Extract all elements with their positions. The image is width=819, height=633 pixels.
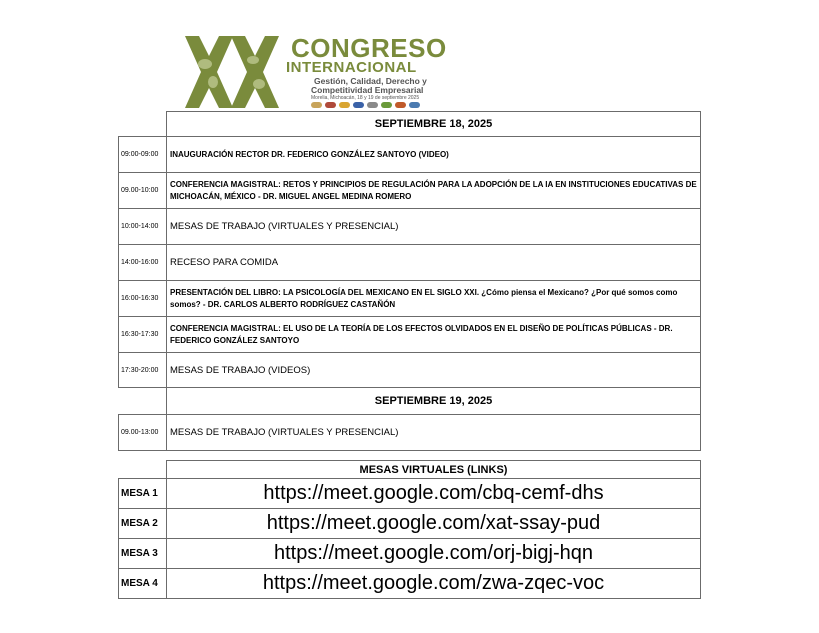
time-cell: 16:30-17:30 [119, 317, 167, 353]
table-row [119, 353, 701, 388]
day1-title: SEPTIEMBRE 18, 2025 [167, 112, 701, 137]
logo-place-dates: Morelia, Michoacán, 18 y 19 de septiembre 2025 [311, 95, 420, 101]
mesa-label: MESA 1 [119, 479, 167, 509]
xx-numeral-logo-icon [183, 34, 281, 110]
time-cell: 10:00-14:00 [119, 209, 167, 245]
time-cell: 17:30-20:00 [119, 353, 167, 388]
table-row [119, 415, 701, 451]
time-cell: 09.00-10:00 [119, 173, 167, 209]
time-cell: 14:00-16:00 [119, 245, 167, 281]
mesa-label: MESA 2 [119, 509, 167, 539]
table-row [119, 281, 701, 317]
table-row [119, 209, 701, 245]
table-row [119, 317, 701, 353]
time-cell: 09.00-13:00 [119, 415, 167, 451]
day1-header-row [119, 112, 701, 137]
sponsor-logo-icon [311, 102, 322, 108]
activity-cell: CONFERENCIA MAGISTRAL: RETOS Y PRINCIPIOS DE REGULACIÓN PARA LA ADOPCIÓN DE LA IA EN INSTITUCIONES EDUCATIVAS DE MICHOACÁN, MÉXICO - DR. MIGUEL ANGEL MEDINA ROMERO [167, 173, 701, 209]
day2-header-row [119, 388, 701, 415]
mesa-label: MESA 4 [119, 569, 167, 599]
sponsor-logo-icon [381, 102, 392, 108]
activity-cell: CONFERENCIA MAGISTRAL: EL USO DE LA TEORÍA DE LOS EFECTOS OLVIDADOS EN EL DISEÑO DE POLÍTICAS PÚBLICAS - DR. FEDERICO GONZÁLEZ SANTOYO [167, 317, 701, 353]
meet-link-mesa-3[interactable]: https://meet.google.com/orj-bigj-hqn [167, 539, 701, 569]
logo-title-internacional: INTERNACIONAL [286, 59, 417, 76]
meet-link-mesa-4[interactable]: https://meet.google.com/zwa-zqec-voc [167, 569, 701, 599]
schedule-table [118, 111, 701, 451]
activity-cell: MESAS DE TRABAJO (VIRTUALES Y PRESENCIAL) [167, 415, 701, 451]
activity-cell: INAUGURACIÓN RECTOR DR. FEDERICO GONZÁLEZ SANTOYO (VIDEO) [167, 137, 701, 173]
activity-cell: PRESENTACIÓN DEL LIBRO: LA PSICOLOGÍA DEL MEXICANO EN EL SIGLO XXI. ¿Cómo piensa el Mexicano? ¿Por qué somos como somos? - DR. CARLOS ALBERTO RODRÍGUEZ CASTAÑÓN [167, 281, 701, 317]
table-row [119, 245, 701, 281]
meet-link-mesa-1[interactable]: https://meet.google.com/cbq-cemf-dhs [167, 479, 701, 509]
congress-logo [183, 34, 453, 110]
sponsor-logo-icon [353, 102, 364, 108]
table-row [119, 137, 701, 173]
table-row [119, 509, 701, 539]
time-cell: 09:00-09:00 [119, 137, 167, 173]
sponsor-logo-icon [409, 102, 420, 108]
sponsor-logos [311, 102, 420, 109]
activity-cell: MESAS DE TRABAJO (VIDEOS) [167, 353, 701, 388]
sponsor-logo-icon [395, 102, 406, 108]
activity-cell: RECESO PARA COMIDA [167, 245, 701, 281]
table-row [119, 479, 701, 509]
day2-title: SEPTIEMBRE 19, 2025 [167, 388, 701, 415]
virtual-tables-links [118, 460, 701, 599]
logo-subtitle-line1: Gestión, Calidad, Derecho y [314, 76, 427, 86]
time-cell: 16:00-16:30 [119, 281, 167, 317]
table-row [119, 173, 701, 209]
virtual-tables-title: MESAS VIRTUALES (LINKS) [167, 461, 701, 479]
logo-subtitle-line2: Competitividad Empresarial [311, 85, 424, 95]
links-header-row [119, 461, 701, 479]
meet-link-mesa-2[interactable]: https://meet.google.com/xat-ssay-pud [167, 509, 701, 539]
sponsor-logo-icon [339, 102, 350, 108]
logo-title-congreso: CONGRESO [291, 33, 447, 63]
activity-cell: MESAS DE TRABAJO (VIRTUALES Y PRESENCIAL) [167, 209, 701, 245]
mesa-label: MESA 3 [119, 539, 167, 569]
table-row [119, 569, 701, 599]
sponsor-logo-icon [367, 102, 378, 108]
table-row [119, 539, 701, 569]
sponsor-logo-icon [325, 102, 336, 108]
